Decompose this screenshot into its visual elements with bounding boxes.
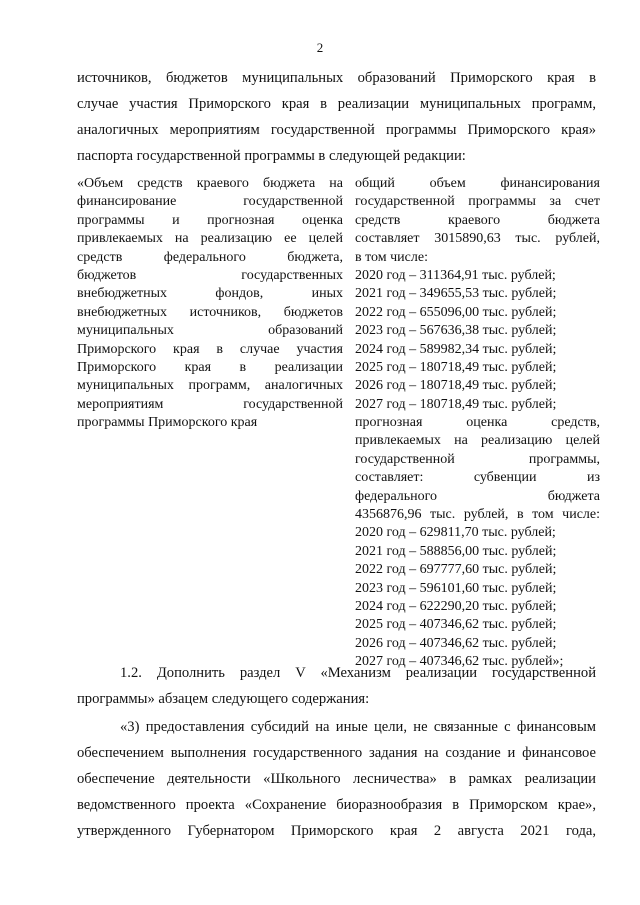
cell-line: Приморского края в случае участия — [77, 341, 343, 357]
cell-line: 2020 год – 629811,70 тыс. рублей; — [355, 525, 556, 541]
cell-line: 2021 год – 588856,00 тыс. рублей; — [355, 543, 557, 559]
cell-line: 2020 год – 311364,91 тыс. рублей; — [355, 267, 556, 283]
cell-line: 2023 год – 567636,38 тыс. рублей; — [355, 323, 557, 339]
text-line: случае участия Приморского края в реализации муниципальных программ, — [77, 96, 596, 112]
cell-line: 2022 год – 697777,60 тыс. рублей; — [355, 562, 557, 578]
cell-line: привлекаемых на реализацию ее целей — [77, 231, 343, 247]
cell-line: составляет: субвенции из — [355, 470, 600, 486]
table-left-cell — [77, 175, 343, 432]
cell-line: 2026 год – 407346,62 тыс. рублей; — [355, 635, 557, 651]
cell-line: «Объем средств краевого бюджета на — [77, 176, 343, 191]
cell-line: государственной программы, — [355, 451, 600, 467]
cell-line: составляет 3015890,63 тыс. рублей, — [355, 231, 600, 247]
cell-line: программы Приморского края — [77, 415, 258, 431]
quote-paragraph — [77, 714, 596, 844]
text-line: программы» абзацем следующего содержания: — [77, 691, 370, 707]
cell-line: 2027 год – 407346,62 тыс. рублей»; — [355, 654, 564, 670]
text-line: «3) предоставления субсидий на иные цели, не связанные с финансовым — [120, 719, 596, 735]
cell-line: 4356876,96 тыс. рублей, в том числе: — [355, 507, 600, 523]
cell-line: Приморского края в реализации — [77, 359, 343, 375]
cell-line: привлекаемых на реализацию целей — [355, 433, 600, 449]
text-line: обеспечением выполнения государственного задания на создание и финансовое — [77, 745, 596, 761]
text-line: ведомственного проекта «Сохранение биоразнообразия в Приморском крае», — [77, 797, 596, 813]
cell-line: финансирование государственной — [77, 194, 343, 210]
text-line: обеспечение деятельности «Школьного лесничества» в рамках реализации — [77, 771, 596, 787]
intro-paragraph — [77, 65, 596, 169]
cell-line: мероприятиям государственной — [77, 396, 343, 412]
cell-line: муниципальных программ, аналогичных — [77, 378, 343, 394]
cell-line: 2022 год – 655096,00 тыс. рублей; — [355, 304, 557, 320]
cell-line: государственной программы за счет — [355, 194, 600, 210]
cell-line: внебюджетных источников, бюджетов — [77, 304, 343, 320]
text-line: аналогичных мероприятиям государственной программы Приморского края» — [77, 122, 596, 138]
cell-line: 2024 год – 622290,20 тыс. рублей; — [355, 598, 557, 614]
cell-line: внебюджетных фондов, иных — [77, 286, 343, 302]
cell-line: 2025 год – 180718,49 тыс. рублей; — [355, 359, 557, 375]
page-number: 2 — [316, 40, 324, 55]
cell-line: бюджетов государственных — [77, 267, 343, 283]
cell-line: средств краевого бюджета — [355, 212, 600, 228]
cell-line: в том числе: — [355, 249, 428, 265]
cell-line: программы и прогнозная оценка — [77, 212, 343, 228]
cell-line: муниципальных образований — [77, 323, 343, 339]
text-line: 1.2. Дополнить раздел V «Механизм реализации государственной — [120, 665, 596, 681]
cell-line: средств федерального бюджета, — [77, 249, 343, 265]
table-right-cell — [355, 175, 600, 672]
cell-line: 2026 год – 180718,49 тыс. рублей; — [355, 378, 557, 394]
cell-line: 2021 год – 349655,53 тыс. рублей; — [355, 286, 557, 302]
text-line: источников, бюджетов муниципальных образований Приморского края в — [77, 70, 596, 86]
text-line: утвержденного Губернатором Приморского края 2 августа 2021 года, — [77, 823, 596, 839]
cell-line: 2023 год – 596101,60 тыс. рублей; — [355, 580, 557, 596]
cell-line: 2024 год – 589982,34 тыс. рублей; — [355, 341, 557, 357]
cell-line: общий объем финансирования — [355, 176, 600, 191]
text-line: паспорта государственной программы в следующей редакции: — [77, 148, 466, 164]
cell-line: 2027 год – 180718,49 тыс. рублей; — [355, 396, 557, 412]
cell-line: 2025 год – 407346,62 тыс. рублей; — [355, 617, 557, 633]
cell-line: прогнозная оценка средств, — [355, 415, 600, 431]
section-1-2-paragraph — [77, 660, 596, 712]
cell-line: федерального бюджета — [355, 488, 600, 504]
